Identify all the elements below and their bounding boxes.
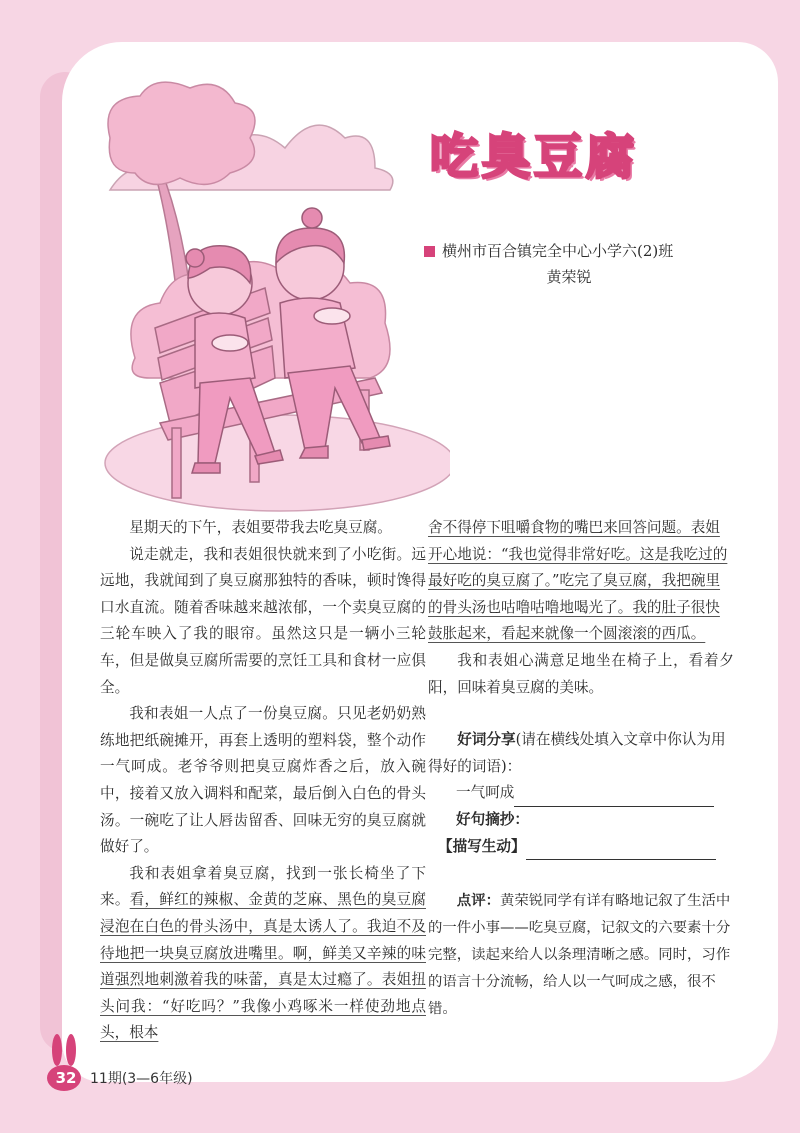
paragraph: 星期天的下午，表姐要带我去吃臭豆腐。 <box>129 519 392 536</box>
word-share-word: 一气呵成 <box>456 784 515 802</box>
word-share-heading <box>428 727 734 780</box>
right-column <box>428 515 734 1023</box>
issue-label: 11期(3—6年级) <box>90 1071 193 1087</box>
sentence-excerpt-heading <box>428 807 734 834</box>
sentence-excerpt-label: 好句摘抄： <box>456 810 529 828</box>
sentence-excerpt-row <box>428 834 734 861</box>
paragraph-plain-text: 我和表姐拿着臭豆腐，找到一张长椅坐了下来。 <box>100 864 426 909</box>
author-name: 黄荣锐 <box>546 268 592 286</box>
comment-label: 点评： <box>456 893 500 910</box>
paragraph <box>100 861 426 1047</box>
paragraph: 我和表姐一人点了一份臭豆腐。只见老奶奶熟练地把纸碗摊开，再套上透明的塑料袋，整个动作一气呵成。老爷爷则把臭豆腐炸香之后，放入碗中，接着又放入调料和配菜，最后倒入白色的骨头汤。一碗吃了让人唇齿留香、回味无穷的臭豆腐就做好了。 <box>100 705 426 856</box>
word-fill-line[interactable] <box>514 786 714 807</box>
word-share-section <box>428 727 734 860</box>
illustration-children-eating-on-bench <box>100 78 450 518</box>
word-share-hint: (请在横线处填入文章中你认为用得好的词语)： <box>428 731 726 775</box>
paragraph: 我和表姐心满意足地坐在椅子上，看着夕阳，回味着臭豆腐的美味。 <box>428 651 734 696</box>
comment-text: 黄荣锐同学有详有略地记叙了生活中的一件小事——吃臭豆腐，记叙文的六要素十分完整，读起来给人以条理清晰之感。同时，习作的语言十分流畅，给人以一气呵成之感，很不错。 <box>428 893 731 1018</box>
page-number: 32 <box>55 1069 77 1087</box>
word-share-label: 好词分享 <box>457 731 516 749</box>
author-block <box>424 238 714 290</box>
bullet-square-icon <box>424 246 435 257</box>
ground-shadow <box>105 415 450 511</box>
tree-canopy <box>108 82 255 184</box>
paragraph-underlined-text: 看，鲜红的辣椒、金黄的芝麻、黑色的臭豆腐浸泡在白色的骨头汤中，真是太诱人了。我迫不及待地把一块臭豆腐放进嘴里。啊，鲜美又辛辣的味道强烈地刺激着我的味蕾，真是太过瘾了。表姐扭头问我：“好吃吗？”我像小鸡啄米一样使劲地点头，根本 <box>100 891 426 1042</box>
left-column <box>100 515 426 1047</box>
sentence-fill-line[interactable] <box>526 839 716 860</box>
author-school-row <box>424 238 714 264</box>
sentence-tag: 【描写生动】 <box>438 837 526 855</box>
article-title: 吃臭豆腐 <box>430 129 639 185</box>
teacher-comment <box>428 888 734 1023</box>
paragraph-underlined-continued: 舍不得停下咀嚼食物的嘴巴来回答问题。表姐开心地说：“我也觉得非常好吃。这是我吃过的最好吃的臭豆腐了。”吃完了臭豆腐，我把碗里的骨头汤也咕噜咕噜地喝光了。我的肚子很快鼓胀起来，看起来就像一个圆滚滚的西瓜。 <box>428 519 728 643</box>
author-school: 横州市百合镇完全中心小学六(2)班 <box>442 242 674 260</box>
paragraph: 说走就走，我和表姐很快就来到了小吃街。远远地，我就闻到了臭豆腐那独特的香味，顿时馋得口水直流。随着香味越来越浓郁，一个卖臭豆腐的三轮车映入了我的眼帘。虽然这只是一辆小三轮车，但是做臭豆腐所需要的烹饪工具和食材一应俱全。 <box>100 545 426 696</box>
word-share-row <box>428 780 734 807</box>
